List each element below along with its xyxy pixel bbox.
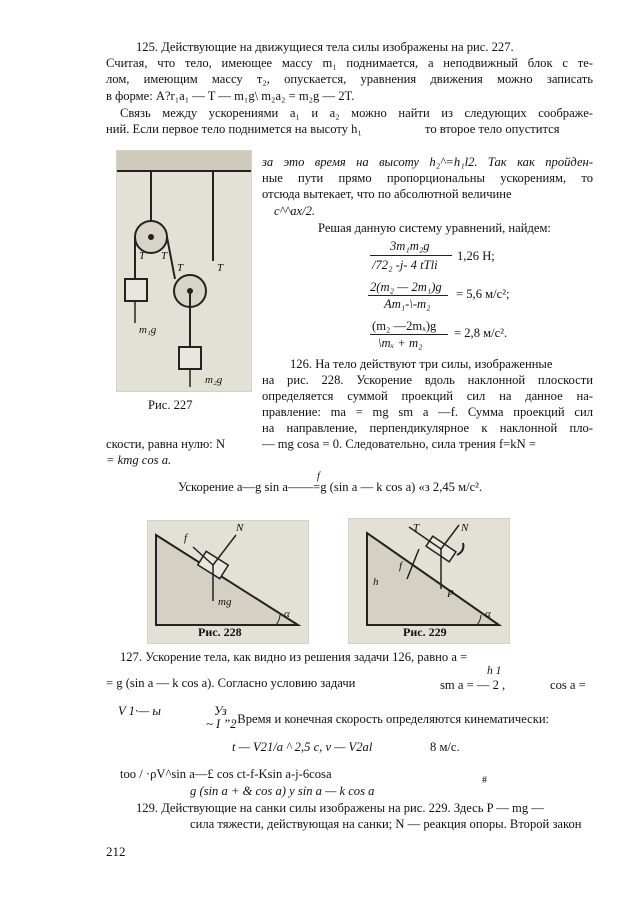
fig227-tension-label-3: T [177,262,184,274]
p129-line2: сила тяжести, действующая на санки; N — реакция опоры. Второй закон [190,817,582,831]
p127-line1: 127. Ускорение тела, как видно из решения задачи 126, равно a = [120,650,468,664]
fig227-weight-m1: m₁g [139,324,157,336]
fig229-label-t: T [413,522,420,534]
p126-acceleration: Ускорение a—g sin a——=g (sin a — k cos a) «з 2,45 м/с². [178,480,483,494]
p125-line6-tail: то второе тело опустится [425,122,560,136]
p125-line8: ные пути прямо пропорциональны ускорениям, то [262,171,593,185]
eq1-numerator: 3m₁m₂g [390,239,430,253]
pulley-diagram [117,151,251,391]
p125-line3: лом, имеющим массу т₂, опускается, уравнения движения можно записать [106,72,593,86]
p127-cos: cos a = [550,678,586,692]
fig228-caption: Рис. 228 [198,625,242,639]
p125-line2: Считая, что тело, имеющее массу m₁ поднимается, а неподвижный блок с те- [106,56,593,70]
fig229-caption: Рис. 229 [403,625,447,639]
p126-line3: определяется суммой проекций сил на данное на- [262,389,593,403]
p125-line10: c^^ax/2. [274,204,316,218]
p126-line7: = kmg cos a. [106,453,172,467]
figure-229 [348,518,510,644]
p125-line5: Связь между ускорениями a₁ и a₂ можно найти из следующих соображе- [120,106,593,120]
p127-line3a: V 1·— ы [118,704,161,718]
p127-line3b: Уз [214,704,227,718]
p127-line3c: ~ I ”2 [206,717,237,731]
eq1-value: 1,26 H; [457,249,495,263]
p125-line9: отсюда вытекает, что по абсолютной величине [262,187,512,201]
p126-line2: на рис. 228. Ускорение вдоль наклонной плоскости [262,373,593,387]
eq2-denominator: Am₁-\-m₂ [384,297,431,311]
p127-sin: sm a = — 2 , [440,678,506,692]
p125-line4: в форме: A?r₁a₁ — T — m₁g\ m₂a₂ = m₂g — 2T. [106,89,355,103]
p126-line5: на направление, перпендикулярное к наклонной пло- [262,421,593,435]
fig228-label-n: N [236,522,244,534]
p126-line4: правление: ma = mg sm a —f. Сумма проекций сил [262,405,593,419]
p126-line1: 126. На тело действуют три силы, изображенные [290,357,553,371]
p125-line6: ний. Если первое тело поднимется на высоту h₁ [106,122,362,136]
p127-line6: g (sin a + & cos a) y sin a — k cos a [190,784,375,798]
eq3-fraction-bar [370,334,448,335]
fig229-label-n: N [461,522,469,534]
fig229-label-alpha: α [485,608,491,620]
fig227-tension-label-2: T [161,250,168,262]
fig227-tension-label-1: T [139,250,146,262]
fig227-caption: Рис. 227 [148,398,193,412]
p125-line11: Решая данную систему уравнений, найдем: [318,221,551,235]
p127-line2: = g (sin a — k cos a). Согласно условию задачи [106,676,356,690]
page-number: 212 [106,844,126,859]
p127-line5: too / ·ρV^sin a—£ cos ct-f-Ksin a-j-6cosa [120,767,332,781]
fig228-label-alpha: α [284,608,290,620]
fig229-label-h: h [373,576,379,588]
p127-line3d: . Время и конечная скорость определяются кинематически: [231,712,550,726]
p126-line6a: скости, равна нулю: N [106,437,226,451]
eq1-fraction-bar [370,255,452,256]
fig228-label-f: f [184,532,188,544]
fig228-label-mg: mg [218,596,232,608]
p126-line6b: — mg cosa = 0. Следовательно, сила трения f=kN = [262,437,536,451]
figure-227 [116,150,252,392]
fig229-label-f: f [399,560,403,572]
p126-accel-f: f [317,471,320,482]
eq2-value: = 5,6 м/с²; [456,287,510,301]
fig227-weight-m2: m₂g [205,374,223,386]
p127-h1: h 1 [487,665,502,677]
figure-228 [147,520,309,644]
p127-line5-hash: # [482,775,487,786]
eq3-value: = 2,8 м/с². [454,326,508,340]
p127-line4: t — V21/a ^ 2,5 с, v — V2al [232,740,373,754]
eq3-numerator: (m₂ —2mₓ)g [372,319,437,333]
eq2-numerator: 2(m₂ — 2m₁)g [370,280,442,294]
eq1-denominator: /72₂ -j- 4 tTli [372,258,438,272]
p125-line7: за это время на высоту h₂^=h₁l2. Так как пройден- [262,155,593,169]
fig227-tension-label-4: T [217,262,224,274]
eq3-denominator: \mₓ + m₂ [378,336,423,350]
fig229-label-p: P [447,588,454,600]
p125-line1: 125. Действующие на движущиеся тела силы изображены на рис. 227. [136,40,514,54]
eq2-fraction-bar [368,295,448,296]
p127-line4b: 8 м/с. [430,740,460,754]
p129-line1: 129. Действующие на санки силы изображены на рис. 229. Здесь P — mg — [136,801,544,815]
